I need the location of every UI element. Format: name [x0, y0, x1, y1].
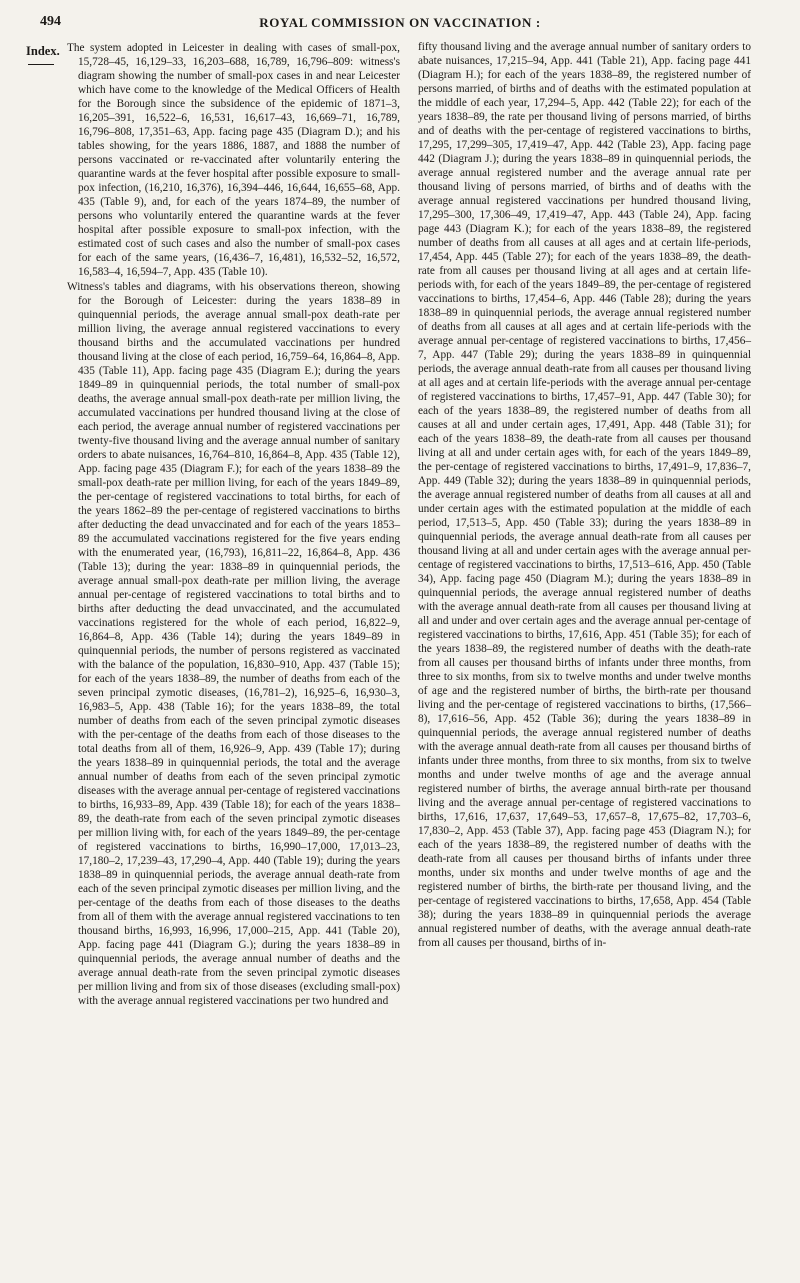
running-head: ROYAL COMMISSION ON VACCINATION : — [259, 15, 541, 30]
page-number: 494 — [40, 14, 61, 29]
left-column — [67, 40, 400, 1008]
right-column — [418, 40, 751, 950]
index-entry-witness-tables: Witness's tables and diagrams, with his observations thereon, showing for the Borough of Leicester: during the years 1838–89 in quinquennial periods, the average annual small-pox death-rate per million living, the average annual registered vaccinations to every thousand births and the accumulated vaccinations per hundred thousand living at the close of each period, 16,759–64, 16,864–8, App. 435 (Table 11), App. facing page 435 (Diagram E.); during the years 1849–89 in quinquennial periods, the total number of small-pox deaths, the average annual small-pox death-rate per million living, the accumulated vaccinations per hundred thousand living at the close of each period, the average annual number of registered vaccinations per twenty-five thousand living and the average annual number of sanitary orders to abate nuisances, 16,764–810, 16,864–8, App. 435 (Table 12), App. facing page 435 (Diagram F.); for each of the years 1838–89 the small-pox death-rate per million living, for each of the years 1849–89, the per-centage of registered vaccinations to total births, for each of the years 1862–89 the per-centage of registered vaccinations to births after deducting the dead unvaccinated and for each of the years 1853–89 the accumulated vaccinations registered for the five years ending with the enumerated year, (16,793), 16,811–22, 16,864–8, App. 436 (Table 13); during the year: 1838–89 in quinquennial periods, the average annual small-pox death-rate per million living, the average annual per-centage of registered vaccinations to total births and to births after deducting the dead unvaccinated, and the accumulated vaccinations registered for the whole of each period, 16,822–9, 16,864–8, App. 436 (Table 14); during the years 1849–89 in quinquennial periods, the number of persons registered as vaccinated with the balance of the population, 16,830–910, App. 437 (Table 15); for each of the years 1838–89, the number of deaths from each of the seven principal zymotic diseases, (16,781–2), 16,925–6, 16,930–3, 16,983–5, App. 438 (Table 16); for the years 1838–89, the total number of deaths from each of the seven principal zymotic diseases with the per-centage of the deaths from each of those diseases to the total deaths from all of them, 16,926–9, App. 439 (Table 17); during the years 1838–89 in quinquennial periods, the total and the average annual number of deaths from each of the seven principal zymotic diseases with the average annual per-centage of registered vaccinations to births, 16,933–89, App. 439 (Table 18); for each of the years 1838–89, the death-rate from each of the seven principal zymotic diseases per million living with, for each of the years 1849–89, the per-centage of registered vaccinations to births, 16,990–17,000, 17,013–23, 17,180–2, 17,239–43, 17,290–4, App. 440 (Table 19); during the years 1838–89 in quinquennial periods, the average annual death-rate from each of the seven principal zymotic diseases per million living, and the per-centage of the deaths from each of those diseases to the deaths from all of them with the average annual registered vaccinations to ten thousand births, 16,993, 16,996, 17,000–215, App. 441 (Table 20), App. facing page 441 (Diagram G.); during the years 1838–89 in quinquennial periods, the average annual number of deaths and the average annual death-rate from the seven principal zymotic diseases per million living and from six of those diseases (excluding small-pox) with the average annual registered vaccinations per two hundred and — [67, 281, 400, 1007]
index-entry-continuation: fifty thousand living and the average annual number of sanitary orders to abate nuisances, 17,215–94, App. 441 (Table 21), App. facing page 441 (Diagram H.); for each of the years 1838–89, the registered number of persons married, of births and of deaths with the estimated population at the middle of each year, 17,294–5, App. 442 (Table 22); for each of the years 1838–89, the rate per thousand living of persons married, of births and of deaths with the per-centage of registered vaccinations to births, 17,295, 17,299–305, 17,419–47, App. 442 (Table 23), App. facing page 442 (Diagram J.); during the years 1838–89 in quinquennial periods, the average annual registered number and the average annual rate per thousand living of persons married, of births and of deaths with the average annual registered vaccinations per hundred thousand living, 17,295–300, 17,306–49, 17,419–47, App. 443 (Table 24), App. facing page 443 (Diagram K.); for each of the years 1838–89, the registered number of deaths from all causes at all ages and at certain life-periods, 17,454, App. 445 (Table 27); for each of the years 1838–89, the death-rate from all causes per thousand living at all ages and at certain life-periods with, for each of the years 1849–89, the per-centage of registered vaccinations to births, 17,454–6, App. 446 (Table 28); during the years 1838–89 in quinquennial periods, the average annual registered number of deaths from all causes at all ages and at certain life-periods with the average annual per-centage of registered vaccinations to births, 17,456–7, App. 447 (Table 29); during the years 1838–89 in quinquennial periods, the average annual death-rate from all causes per thousand living at all ages and at certain life-periods with the average annual per-centage of registered vaccinations to births, 17,457–91, App. 447 (Table 30); for each of the years 1838–89, the registered number of deaths from all causes at all and under certain ages, 17,491, App. 448 (Table 31); for each of the years 1838–89, the death-rate from all causes per thousand living at all and under certain ages with, for each of the years 1849–89, the per-centage of registered vaccinations to births, 17,491–9, 17,836–7, App. 449 (Table 32); during the years 1838–89 in quinquennial periods, the average annual registered number of deaths from all causes at all and under certain ages with the estimated population at the middle of each period, 17,513–5, App. 450 (Table 33); during the years 1838–89 in quinquennial periods, the average annual death-rate from all causes per thousand living at all and under certain ages with the average annual per-centage of registered vaccinations to births, 17,513–616, App. 450 (Table 34), App. facing page 450 (Diagram M.); during the years 1838–89 in quinquennial periods, the average annual registered number of deaths with the average annual death-rate from all causes per thousand living at all and under and over certain ages and the average annual per-centage of registered vaccinations to births, 17,616, App. 451 (Table 35); for each of the years 1838–89, the registered number of deaths with the death-rate from all causes per thousand births of infants under three months, from three to six months, from six to twelve months and under twelve months of age and the registered number of births, the birth-rate per thousand living and the per-centage of registered vaccinations to births, (17,566–8), 17,616–56, App. 452 (Table 36); during the years 1838–89 in quinquennial periods, the average annual registered number of deaths with the average annual death-rate from all causes per thousand births of infants under three months, from three to six months, from six to twelve months and under twelve months of age and the average annual registered number of births, the average annual birth-rate per thousand living and the average annual per-centage of registered vaccinations to births, 17,616, 17,637, 17,649–53, 17,657–8, 17,675–82, 17,703–6, 17,830–2, App. 453 (Table 37), App. facing page 453 (Diagram N.); for each of the years 1838–89, the registered number of deaths with the death-rate from all causes per thousand births of infants under three months, under six months and under twelve months of age and the registered number of births, the birth-rate per thousand living, and the per-centage of registered vaccinations to births, 17,658, App. 454 (Table 38); during the years 1838–89 in quinquennial periods the average annual registered number of deaths, with the average annual death-rate from all causes per thousand, births of in- — [418, 41, 751, 949]
index-entry-system-adopted: The system adopted in Leicester in dealing with cases of small-pox, 15,728–45, 16,129–33, 16,203–688, 16,789, 16,796–809: witness's diagram showing the number of small-pox cases in and near Leicester which have come to the knowledge of the Medical Officers of Health for the Borough since the subsidence of the epidemic of 1871–3, 16,205–391, 16,522–6, 16,531, 16,617–43, 16,669–71, 16,789, 16,796–808, 17,351–63, App. facing page 435 (Diagram D.); and his tables showing, for the years 1886, 1887, and 1888 the number of persons vaccinated or re-vaccinated after voluntarily entering the quarantine wards at the fever hospital after possible exposure to small-pox infection, (16,210, 16,376), 16,394–446, 16,644, 16,655–68, App. 435 (Table 9), and, for each of the years 1874–89, the number of persons who voluntarily entered the quarantine wards at the fever hospital after possible exposure to small-pox infection, with the estimated cost of such cases and also the number of small-pox cases for each of the same years, (16,436–7, 16,481), 16,532–52, 16,572, 16,583–4, 16,594–7, App. 435 (Table 10). — [67, 42, 400, 278]
page-header — [0, 12, 800, 36]
index-side-label: Index. — [26, 44, 60, 58]
index-side-rule — [28, 64, 54, 65]
